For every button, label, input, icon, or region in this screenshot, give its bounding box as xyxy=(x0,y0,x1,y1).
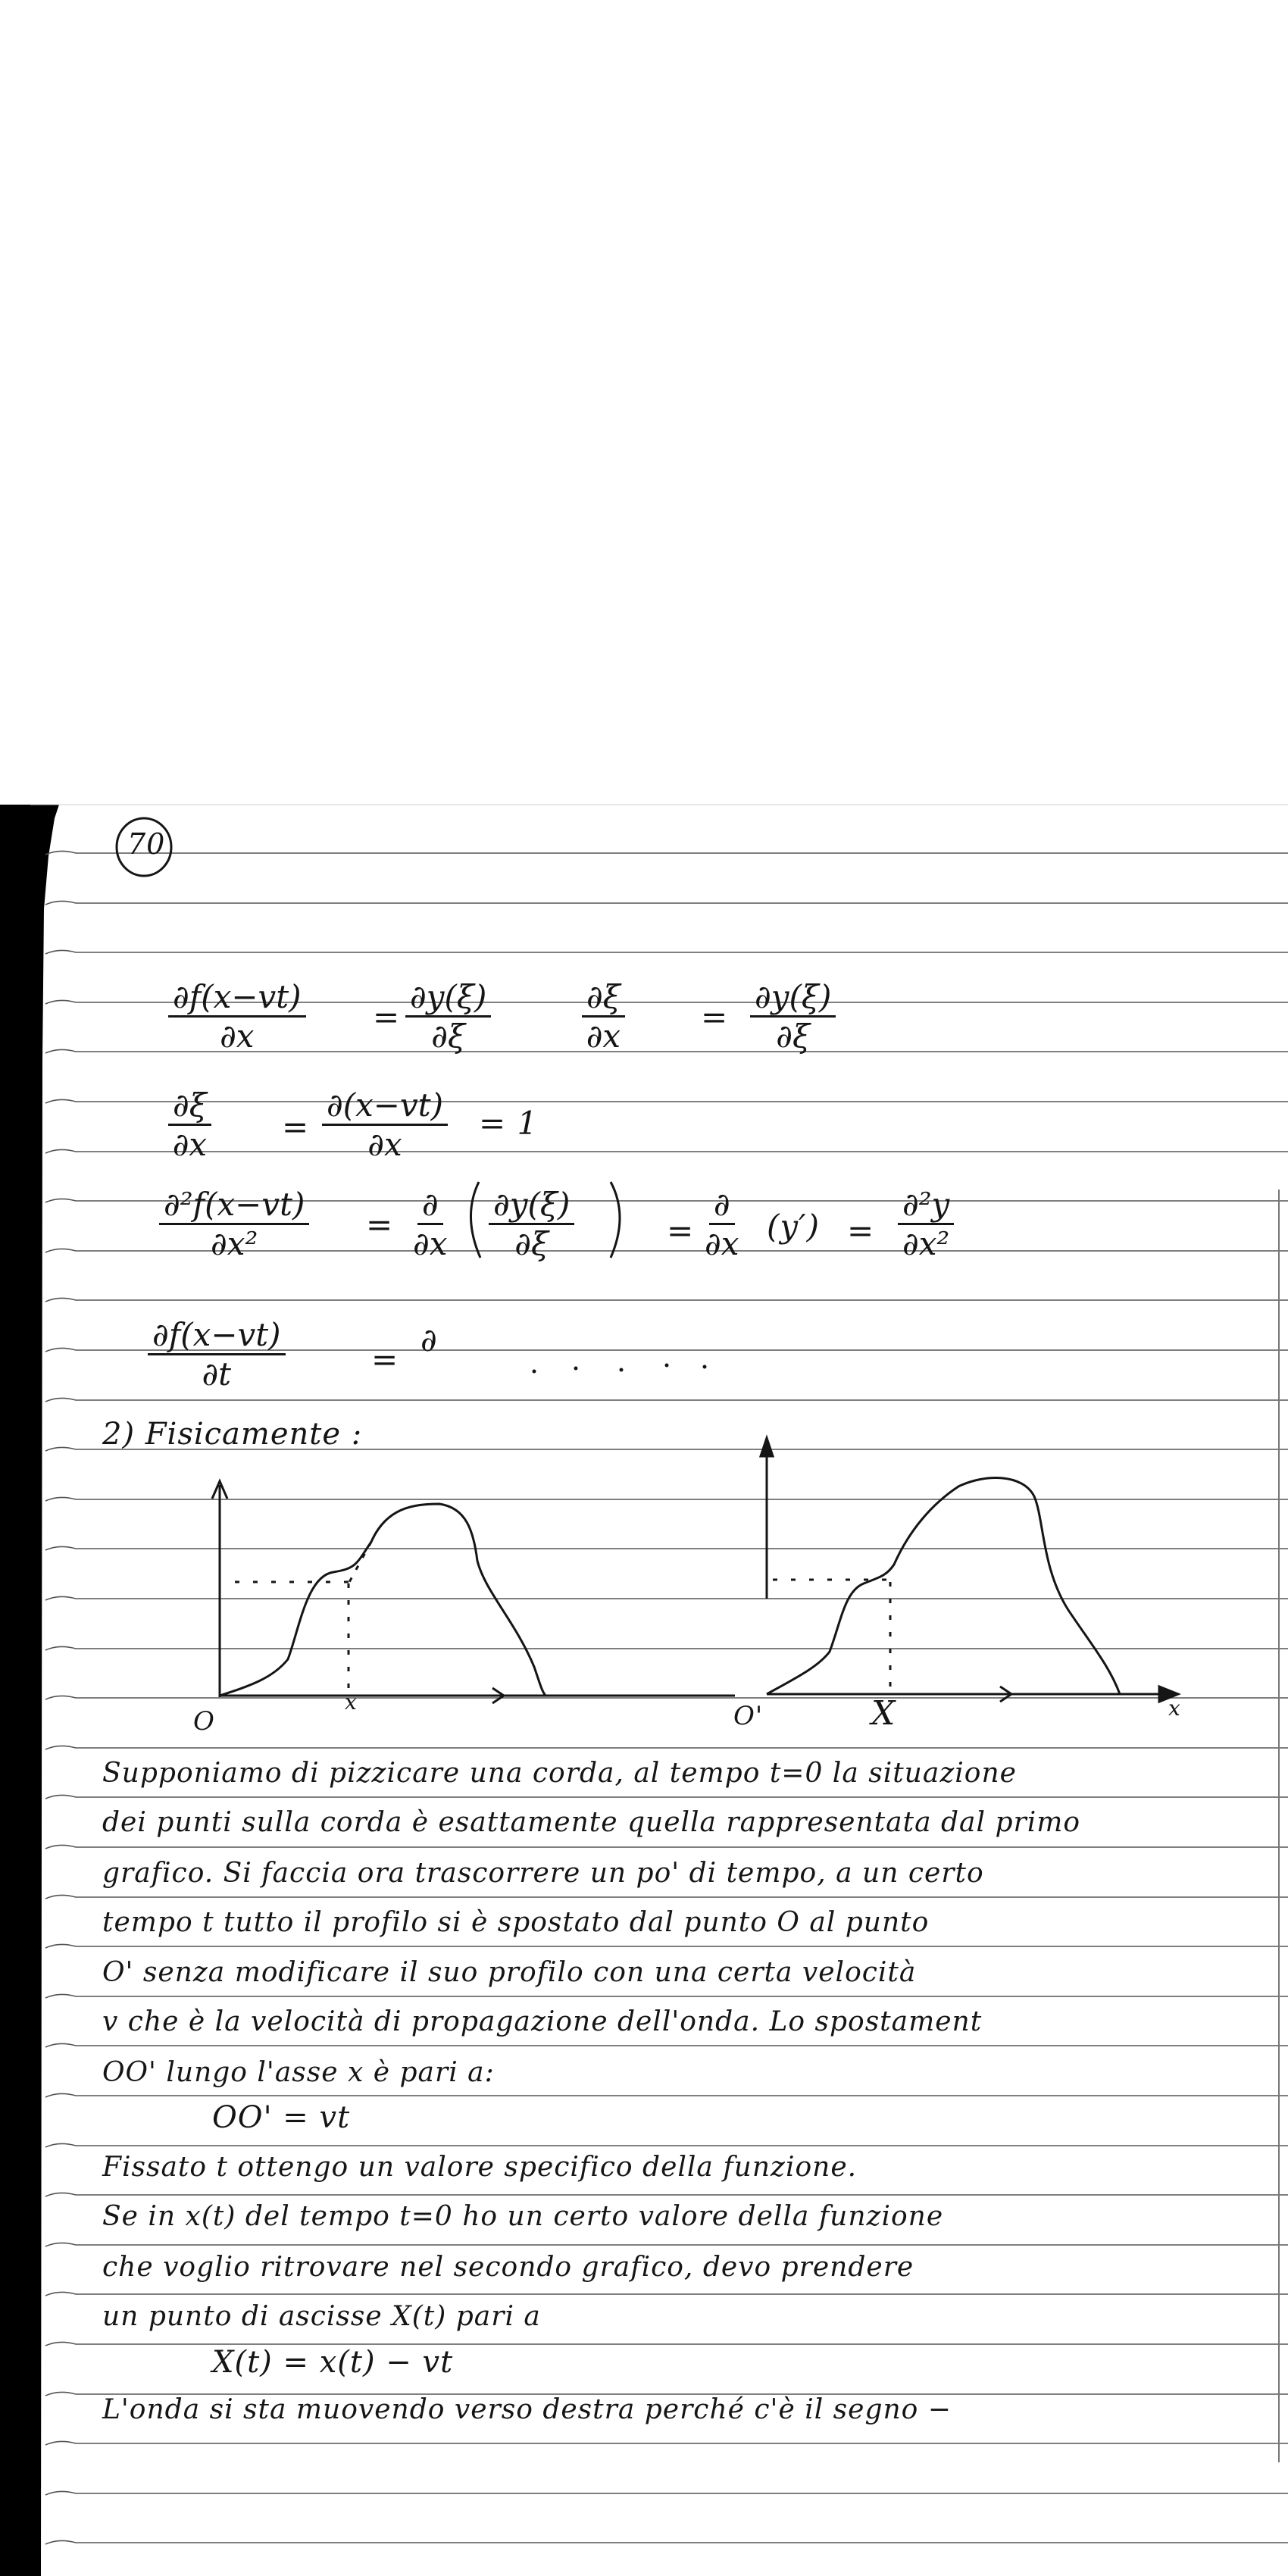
eq3-inner-den: ∂ξ xyxy=(514,1225,549,1263)
ruled-line xyxy=(45,1497,1288,1501)
right-origin-label: O' xyxy=(733,1701,764,1731)
paragraph1-line-5: O' senza modificare il suo profilo con una certa velocità xyxy=(102,1957,917,1988)
eq3-equals-3: = xyxy=(847,1212,875,1249)
eq3-lhs-num: ∂²f(x−vt) xyxy=(159,1186,309,1225)
ruled-line xyxy=(45,1646,1288,1650)
ruled-line xyxy=(45,1099,1288,1103)
eq4-rhs: ∂ xyxy=(420,1321,438,1358)
eq3-d2-num: ∂ xyxy=(709,1186,735,1225)
right-y-arrow xyxy=(761,1438,773,1456)
ruled-line xyxy=(45,2540,1288,2544)
paragraph2-line-1: Fissato t ottengo un valore specifico della funzione. xyxy=(102,2152,858,2183)
section-heading: 2) Fisicamente : xyxy=(102,1417,363,1452)
ruled-line xyxy=(45,1994,1288,1998)
ruled-line xyxy=(45,851,1288,855)
ruled-line xyxy=(45,901,1288,905)
eq3-equals-2: = xyxy=(667,1212,695,1249)
eq3-lhs-den: ∂x² xyxy=(211,1225,258,1263)
formula-oo-prime: OO' = vt xyxy=(212,2100,351,2135)
ruled-line xyxy=(45,2143,1288,2147)
eq2-rhs-num: ∂(x−vt) xyxy=(322,1087,448,1126)
paragraph1-line-3: grafico. Si faccia ora trascorrere un po' di tempo, a un certo xyxy=(102,1858,984,1889)
eq3-lhs xyxy=(159,1186,309,1264)
eq1-term2 xyxy=(582,979,625,1056)
paragraph1-line-2: dei punti sulla corda è esattamente quella rappresentata dal primo xyxy=(102,1807,1081,1838)
eq2-rhs xyxy=(322,1087,448,1165)
paren-left xyxy=(470,1182,480,1258)
eq2-rhs-den: ∂x xyxy=(367,1126,402,1164)
eq1-lhs xyxy=(168,979,306,1056)
ruled-line xyxy=(45,1149,1288,1153)
ruled-line xyxy=(45,1546,1288,1550)
ruled-line xyxy=(45,2243,1288,2246)
eq3-d-den: ∂x xyxy=(413,1225,448,1263)
left-wave-profile xyxy=(220,1504,546,1696)
eq2-lhs xyxy=(168,1087,211,1165)
eq3-d2-den: ∂x xyxy=(705,1225,739,1263)
right-wave-profile xyxy=(767,1478,1120,1694)
ruled-line xyxy=(45,1795,1288,1799)
eq3-equals: = xyxy=(366,1206,394,1243)
eq4-equals: = xyxy=(371,1341,399,1378)
eq1-lhs-den: ∂x xyxy=(220,1018,255,1055)
ruled-line xyxy=(45,1298,1288,1302)
eq3-d2 xyxy=(705,1186,739,1264)
ruled-line xyxy=(45,2043,1288,2047)
ruled-line xyxy=(45,1895,1288,1899)
ruled-line xyxy=(45,1944,1288,1948)
left-x-label: x xyxy=(345,1690,358,1715)
eq3-yprime: (y′) xyxy=(767,1208,821,1245)
paragraph2-line-4: un punto di ascisse X(t) pari a xyxy=(102,2301,541,2332)
eq3-rhs-num: ∂²y xyxy=(898,1186,954,1225)
ruled-line xyxy=(45,1596,1288,1600)
paragraph2-line-2: Se in x(t) del tempo t=0 ho un certo valore della funzione xyxy=(102,2201,944,2232)
ruled-line xyxy=(45,950,1288,954)
left-origin-label: O xyxy=(193,1706,215,1737)
eq1-term2-num: ∂ξ xyxy=(582,979,625,1018)
eq4-dots xyxy=(533,1364,707,1374)
ruled-line xyxy=(45,2491,1288,2495)
eq1-term1 xyxy=(405,979,491,1056)
paragraph1-line-4: tempo t tutto il profilo si è spostato dal punto O al punto xyxy=(102,1907,930,1938)
eq1-equals-2: = xyxy=(701,999,729,1036)
eq4-lhs-num: ∂f(x−vt) xyxy=(148,1317,286,1355)
paragraph1-line-1: Supponiamo di pizzicare una corda, al tempo t=0 la situazione xyxy=(102,1758,1017,1789)
ruled-lines xyxy=(45,851,1288,2544)
page-number: 70 xyxy=(127,827,166,861)
eq3-d-num: ∂ xyxy=(417,1186,443,1225)
ruled-line xyxy=(45,2093,1288,2097)
ruled-line xyxy=(45,1845,1288,1849)
eq1-equals: = xyxy=(373,999,401,1036)
eq3-rhs xyxy=(898,1186,954,1264)
eq3-inner xyxy=(489,1186,574,1264)
eq4-lhs xyxy=(148,1317,286,1394)
scan-edge-bar xyxy=(0,805,59,2576)
paragraph1-line-6: v che è la velocità di propagazione dell'onda. Lo spostament xyxy=(102,2006,983,2037)
eq3-d xyxy=(413,1186,447,1264)
eq1-term1-num: ∂y(ξ) xyxy=(405,979,491,1018)
eq1-term1-den: ∂ξ xyxy=(431,1018,466,1055)
eq4-lhs-den: ∂t xyxy=(202,1355,232,1393)
eq3-inner-num: ∂y(ξ) xyxy=(489,1186,574,1225)
left-graph xyxy=(212,1481,735,1703)
eq2-lhs-den: ∂x xyxy=(172,1126,208,1164)
paragraph3: L'onda si sta muovendo verso destra perché c'è il segno − xyxy=(102,2394,952,2425)
ruled-line xyxy=(45,1398,1288,1402)
paragraph1-line-7: OO' lungo l'asse x è pari a: xyxy=(102,2057,495,2088)
paragraph2-line-3: che voglio ritrovare nel secondo grafico, devo prendere xyxy=(102,2252,914,2283)
ruled-line xyxy=(45,1746,1288,1749)
eq1-term3-num: ∂y(ξ) xyxy=(750,979,836,1018)
right-graph xyxy=(761,1438,1178,1702)
eq2-result: = 1 xyxy=(479,1105,539,1142)
eq2-equals: = xyxy=(282,1108,310,1146)
eq1-term3 xyxy=(750,979,836,1056)
formula-X-of-t: X(t) = x(t) − vt xyxy=(212,2345,454,2380)
paren-right xyxy=(611,1182,620,1258)
ruled-line xyxy=(45,2441,1288,2445)
eq3-rhs-den: ∂x² xyxy=(902,1225,950,1263)
right-X-label: X xyxy=(871,1694,896,1733)
eq2-lhs-num: ∂ξ xyxy=(168,1087,211,1126)
eq1-lhs-num: ∂f(x−vt) xyxy=(168,979,306,1018)
ruled-line xyxy=(45,2193,1288,2196)
right-axis-label: x xyxy=(1168,1696,1181,1721)
eq1-term2-den: ∂x xyxy=(586,1018,621,1055)
eq1-term3-den: ∂ξ xyxy=(776,1018,811,1055)
ruled-line xyxy=(45,2292,1288,2296)
